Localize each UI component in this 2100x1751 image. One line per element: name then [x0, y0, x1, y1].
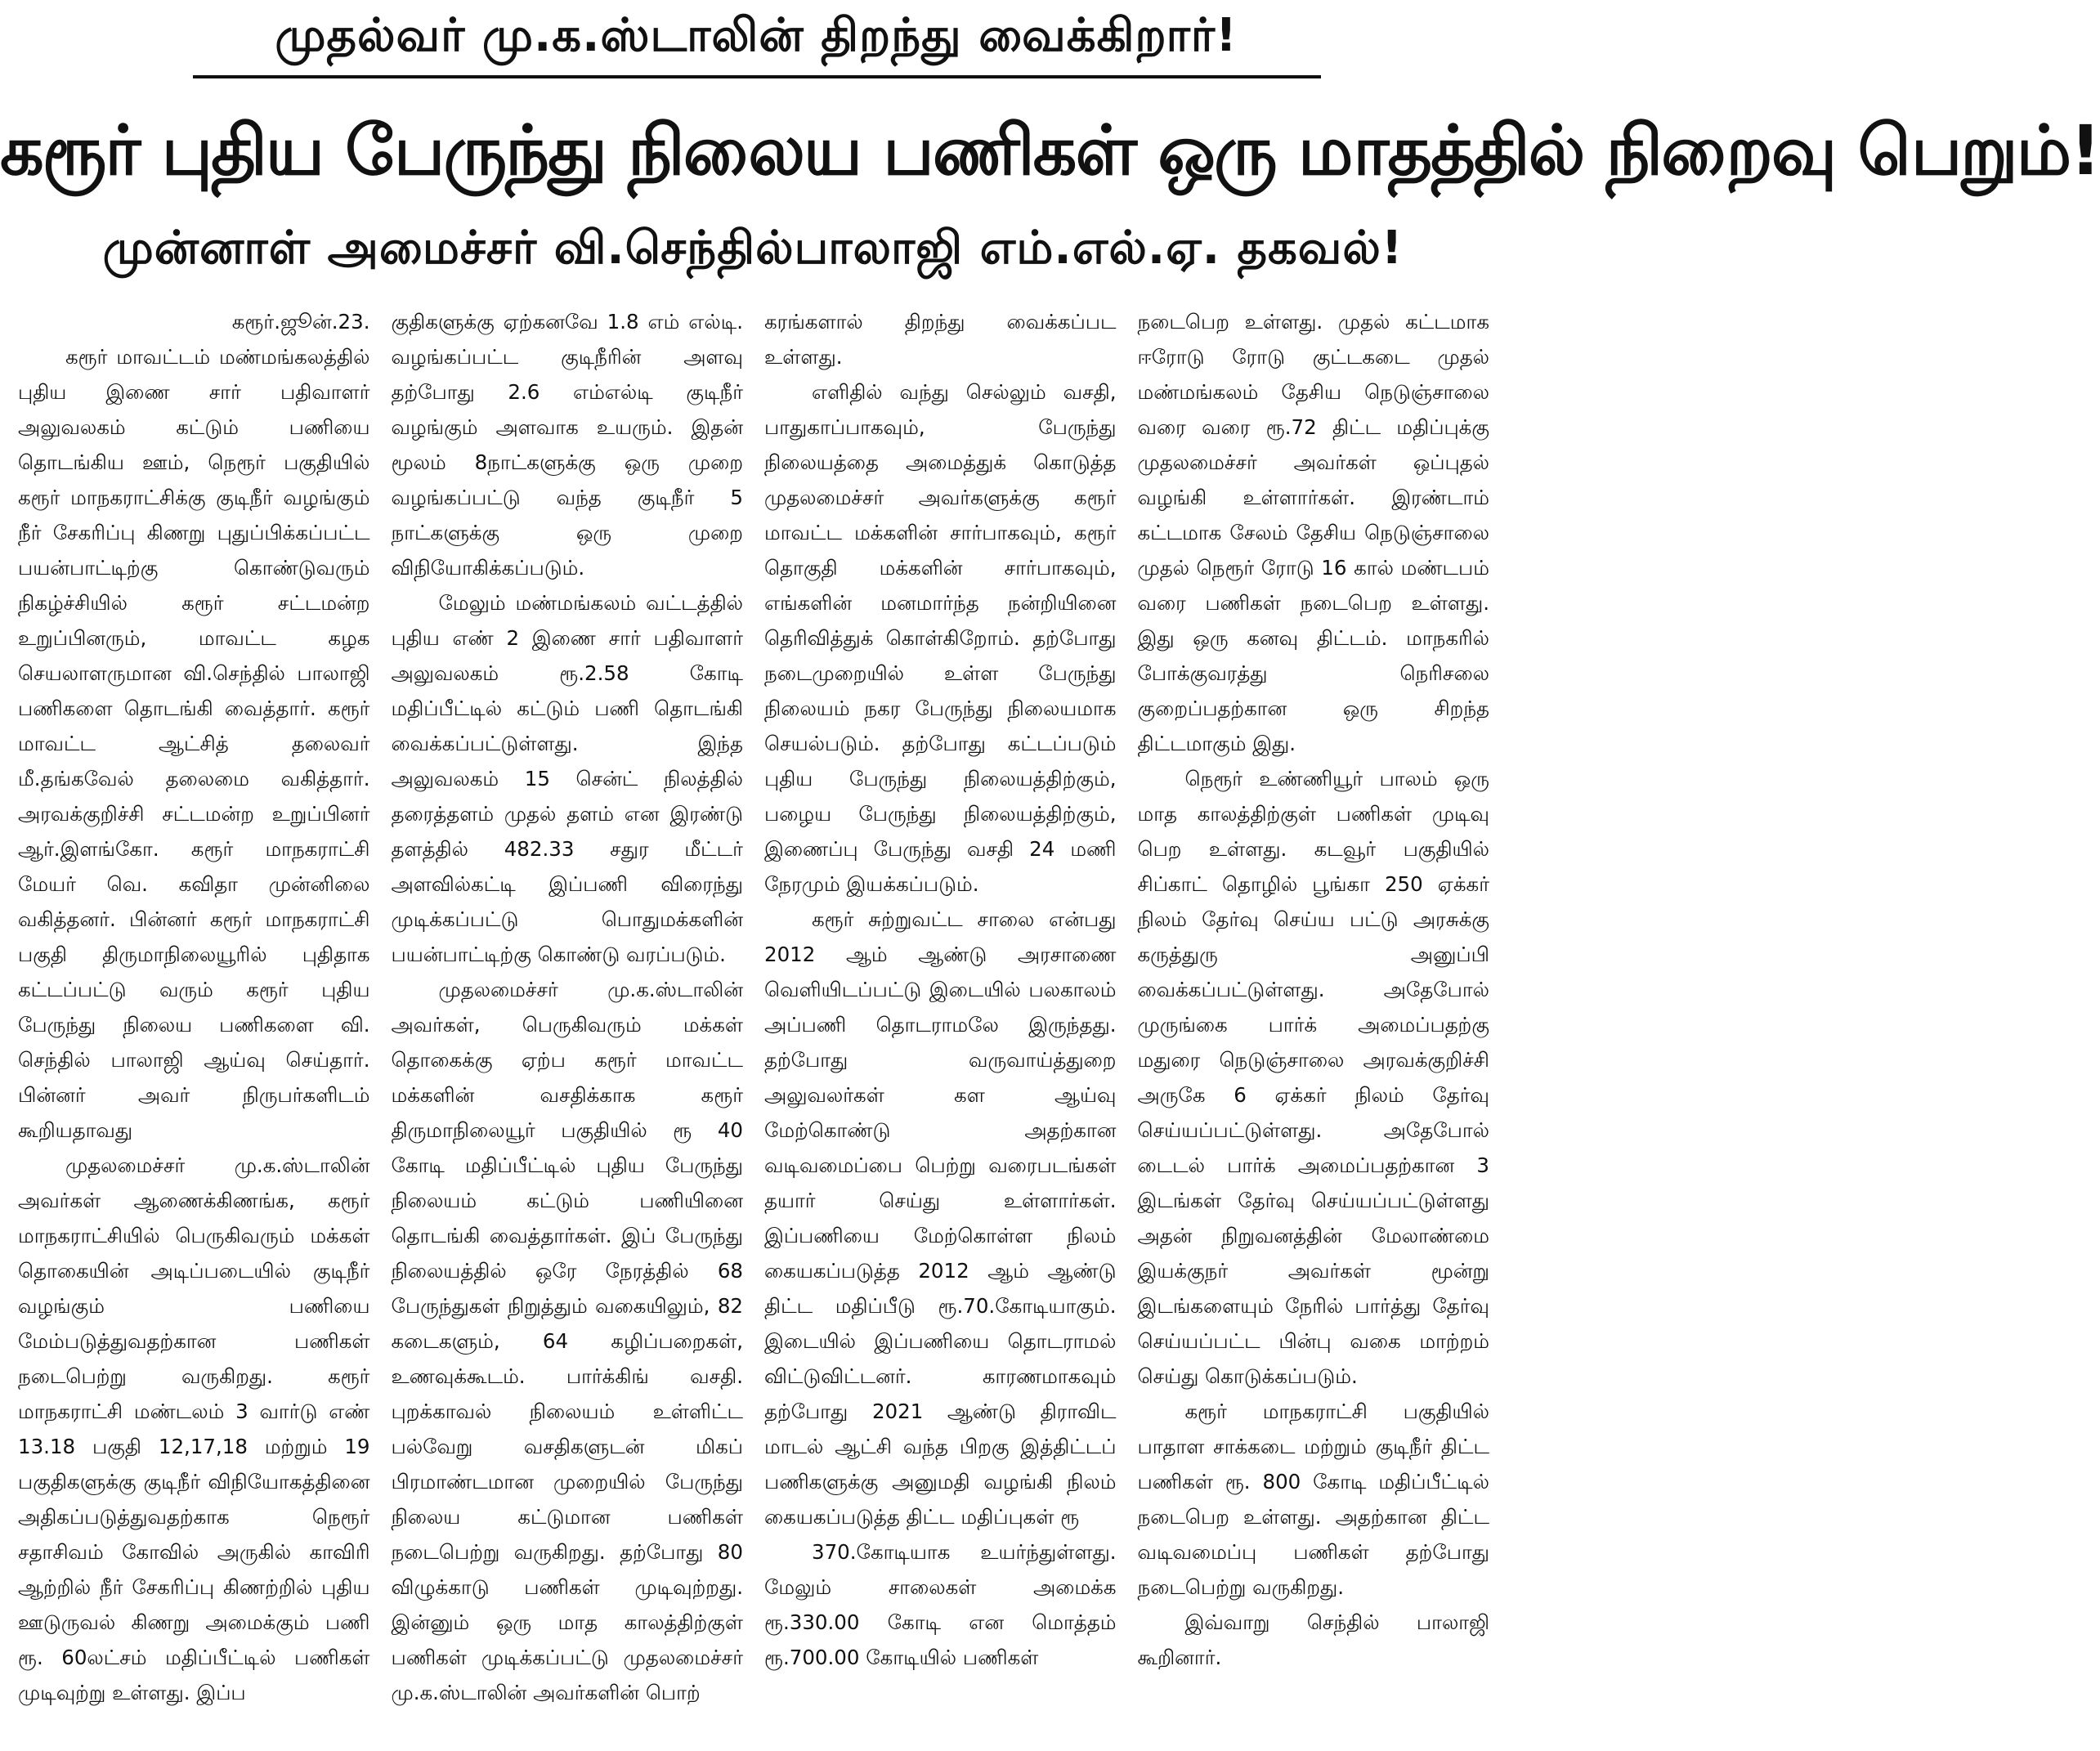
- paragraph: முதலமைச்சர் மு.க.ஸ்டாலின் அவர்கள், பெருகிவரும் மக்கள் தொகைக்கு ஏற்ப கரூர் மாவட்ட மக்களின் வசதிக்காக கரூர் திருமாநிலையூர் பகுதியில் ரூ 40 கோடி மதிப்பீட்டில் புதிய பேருந்து நிலையம் கட்டும் பணியினை தொடங்கி வைத்தார்கள். இப் பேருந்து நிலையத்தில் ஒரே நேரத்தில் 68 பேருந்துகள் நிறுத்தும் வகையிலும், 82 கடைகளும், 64 கழிப்பறைகள், உணவுக்கூடம். பார்க்கிங் வசதி. புறக்காவல் நிலையம் உள்ளிட்ட பல்வேறு வசதிகளுடன் மிகப் பிரமாண்டமான முறையில் பேருந்து நிலைய கட்டுமான பணிகள் நடைபெற்று வருகிறது. தற்போது 80 விழுக்காடு பணிகள் முடிவுற்றது. இன்னும் ஒரு மாத காலத்திற்குள் பணிகள் முடிக்கப்பட்டு முதலமைச்சர் மு.க.ஸ்டாலின் அவர்களின் பொற்: [391, 978, 743, 1704]
- kicker-line: முதல்வர் மு.க.ஸ்டாலின் திறந்து வைக்கிறார்!: [275, 9, 1238, 62]
- subheadline: முன்னாள் அமைச்சர் வி.செந்தில்பாலாஜி எம்.எல்.ஏ. தகவல்!: [102, 222, 1404, 275]
- article-column-4: [1138, 304, 1490, 1744]
- paragraph: நெரூர் உண்ணியூர் பாலம் ஒரு மாத காலத்திற்குள் பணிகள் முடிவு பெற உள்ளது. கடவூர் பகுதியில் சிப்காட் தொழில் பூங்கா 250 ஏக்கர் நிலம் தேர்வு செய்ய பட்டு அரசுக்கு கருத்துரு அனுப்பி வைக்கப்பட்டுள்ளது. அதேபோல் முருங்கை பார்க் அமைப்பதற்கு மதுரை நெடுஞ்சாலை அரவக்குறிச்சி அருகே 6 ஏக்கர் நிலம் தேர்வு செய்யப்பட்டுள்ளது. அதேபோல் டைடல் பார்க் அமைப்பதற்கான 3 இடங்கள் தேர்வு செய்யப்பட்டுள்ளது அதன் நிறுவனத்தின் மேலாண்மை இயக்குநர் அவர்கள் மூன்று இடங்களையும் நேரில் பார்த்து தேர்வு செய்யப்பட்ட பின்பு வகை மாற்றம் செய்து கொடுக்கப்படும்.: [1137, 767, 1489, 1388]
- paragraph: இவ்வாறு செந்தில் பாலாஜி கூறினார்.: [1137, 1610, 1489, 1669]
- article-column-2: [392, 304, 744, 1744]
- dateline: கரூர்.ஜூன்.23.: [231, 310, 370, 334]
- paragraph: குதிகளுக்கு ஏற்கனவே 1.8 எம் எல்டி. வழங்கப்பட்ட குடிநீரின் அளவு தற்போது 2.6 எம்எல்டி குடிநீர் வழங்கும் அளவாக உயரும். இதன் மூலம் 8நாட்களுக்கு ஒரு முறை வழங்கப்பட்டு வந்த குடிநீர் 5 நாட்களுக்கு ஒரு முறை விநியோகிக்கப்படும்.: [391, 310, 743, 580]
- article-column-1: [18, 304, 370, 1744]
- paragraph: கரூர் மாநகராட்சி பகுதியில் பாதாள சாக்கடை மற்றும் குடிநீர் திட்ட பணிகள் ரூ. 800 கோடி மதிப்பீட்டில் நடைபெற உள்ளது. அதற்கான திட்ட வடிவமைப்பு பணிகள் தற்போது நடைபெற்று வருகிறது.: [1137, 1399, 1489, 1599]
- paragraph: மேலும் மண்மங்கலம் வட்டத்தில் புதிய எண் 2 இணை சார் பதிவாளர் அலுவலகம் ரூ.2.58 கோடி மதிப்பீட்டில் கட்டும் பணி தொடங்கி வைக்கப்பட்டுள்ளது. இந்த அலுவலகம் 15 சென்ட் நிலத்தில் தரைத்தளம் முதல் தளம் என இரண்டு தளத்தில் 482.33 சதுர மீட்டர் அளவில்கட்டி இப்பணி விரைந்து முடிக்கப்பட்டு பொதுமக்களின் பயன்பாட்டிற்கு கொண்டு வரப்படும்.: [391, 591, 743, 966]
- paragraph: கரூர் சுற்றுவட்ட சாலை என்பது 2012 ஆம் ஆண்டு அரசாணை வெளியிடப்பட்டு இடையில் பலகாலம் அப்பணி தொடராமலே இருந்தது. தற்போது வருவாய்த்துறை அலுவலர்கள் கள ஆய்வு மேற்கொண்டு அதற்கான வடிவமைப்பை பெற்று வரைபடங்கள் தயார் செய்து உள்ளார்கள். இப்பணியை மேற்கொள்ள நிலம் கையகப்படுத்த 2012 ஆம் ஆண்டு திட்ட மதிப்பீடு ரூ.70.கோடியாகும். இடையில் இப்பணியை தொடராமல் விட்டுவிட்டனர். காரணமாகவும் தற்போது 2021 ஆண்டு திராவிட மாடல் ஆட்சி வந்த பிறகு இத்திட்டப் பணிகளுக்கு அனுமதி வழங்கி நிலம் கையகப்படுத்த திட்ட மதிப்புகள் ரூ: [764, 907, 1117, 1529]
- kicker-underline: [193, 75, 1321, 78]
- paragraph: நடைபெற உள்ளது. முதல் கட்டமாக ஈரோடு ரோடு குட்டகடை முதல் மண்மங்கலம் தேசிய நெடுஞ்சாலை வரை வரை ரூ.72 திட்ட மதிப்புக்கு முதலமைச்சர் அவர்கள் ஒப்புதல் வழங்கி உள்ளார்கள். இரண்டாம் கட்டமாக சேலம் தேசிய நெடுஞ்சாலை முதல் நெரூர் ரோடு 16 கால் மண்டபம் வரை பணிகள் நடைபெற உள்ளது. இது ஒரு கனவு திட்டம். மாநகரில் போக்குவரத்து நெரிசலை குறைப்பதற்கான ஒரு சிறந்த திட்டமாகும் இது.: [1137, 310, 1489, 755]
- paragraph: முதலமைச்சர் மு.க.ஸ்டாலின் அவர்கள் ஆணைக்கிணங்க, கரூர் மாநகராட்சியில் பெருகிவரும் மக்கள் தொகையின் அடிப்படையில் குடிநீர் வழங்கும் பணியை மேம்படுத்துவதற்கான பணிகள் நடைபெற்று வருகிறது. கரூர் மாநகராட்சி மண்டலம் 3 வார்டு எண் 13.18 பகுதி 12,17,18 மற்றும் 19 பகுதிகளுக்கு குடிநீர் விநியோகத்தினை அதிகப்படுத்துவதற்காக நெரூர் சதாசிவம் கோவில் அருகில் காவிரி ஆற்றில் நீர் சேகரிப்பு கிணற்றில் புதிய ஊடுருவல் கிணறு அமைக்கும் பணி ரூ. 60லட்சம் மதிப்பீட்டில் பணிகள் முடிவுற்று உள்ளது. இப்ப: [18, 1153, 370, 1704]
- paragraph: எளிதில் வந்து செல்லும் வசதி, பாதுகாப்பாகவும், பேருந்து நிலையத்தை அமைத்துக் கொடுத்த முதலமைச்சர் அவர்களுக்கு கரூர் மாவட்ட மக்களின் சார்பாகவும், கரூர் தொகுதி மக்களின் சார்பாகவும், எங்களின் மனமார்ந்த நன்றியினை தெரிவித்துக் கொள்கிறோம். தற்போது நடைமுறையில் உள்ள பேருந்து நிலையம் நகர பேருந்து நிலையமாக செயல்படும். தற்போது கட்டப்படும் புதிய பேருந்து நிலையத்திற்கும், பழைய பேருந்து நிலையத்திற்கும், இணைப்பு பேருந்து வசதி 24 மணி நேரமும் இயக்கப்படும்.: [764, 380, 1117, 896]
- article-column-3: [764, 304, 1117, 1744]
- headline: கரூர் புதிய பேருந்து நிலைய பணிகள் ஒரு மாதத்தில் நிறைவு பெறும்!: [0, 110, 2100, 190]
- article-body: [18, 304, 1489, 1744]
- paragraph: 370.கோடியாக உயர்ந்துள்ளது. மேலும் சாலைகள் அமைக்க ரூ.330.00 கோடி என மொத்தம் ரூ.700.00 கோடியில் பணிகள்: [764, 1540, 1117, 1669]
- paragraph: கரூர் மாவட்டம் மண்மங்கலத்தில் புதிய இணை சார் பதிவாளர் அலுவலகம் கட்டும் பணியை தொடங்கிய ஊம், நெரூர் பகுதியில் கரூர் மாநகராட்சிக்கு குடிநீர் வழங்கும் நீர் சேகரிப்பு கிணறு புதுப்பிக்கப்பட்ட பயன்பாட்டிற்கு கொண்டுவரும் நிகழ்ச்சியில் கரூர் சட்டமன்ற உறுப்பினரும், மாவட்ட கழக செயலாளருமான வி.செந்தில் பாலாஜி பணிகளை தொடங்கி வைத்தார். கரூர் மாவட்ட ஆட்சித் தலைவர் மீ.தங்கவேல் தலைமை வகித்தார். அரவக்குறிச்சி சட்டமன்ற உறுப்பினர் ஆர்.இளங்கோ. கரூர் மாநகராட்சி மேயர் வெ. கவிதா முன்னிலை வகித்தனர். பின்னர் கரூர் மாநகராட்சி பகுதி திருமாநிலையூரில் புதிதாக கட்டப்பட்டு வரும் கரூர் புதிய பேருந்து நிலைய பணிகளை வி. செந்தில் பாலாஜி ஆய்வு செய்தார். பின்னர் அவர் நிருபர்களிடம் கூறியதாவது: [18, 345, 370, 1142]
- paragraph: கரங்களால் திறந்து வைக்கப்பட உள்ளது.: [764, 310, 1117, 369]
